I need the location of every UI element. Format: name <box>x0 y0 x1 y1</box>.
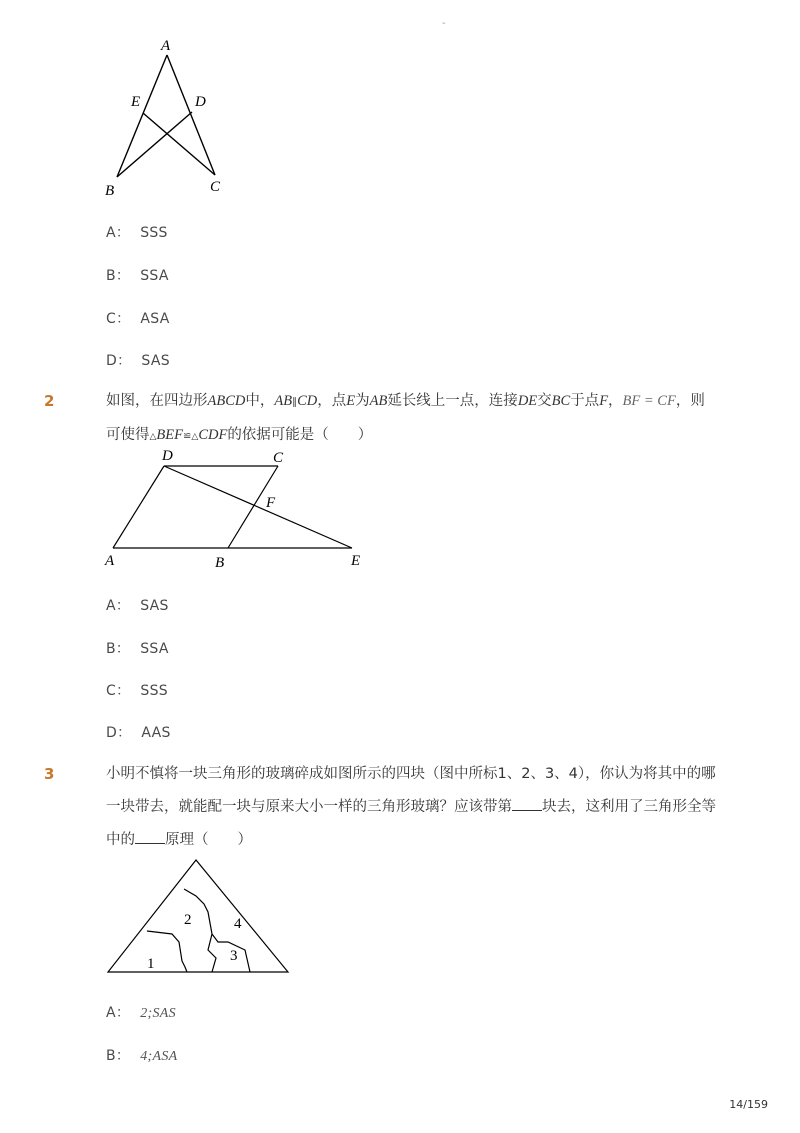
q3-option-b[interactable]: B： 4;ASA <box>106 1048 178 1064</box>
q3-text: 小明不慎将一块三角形的玻璃碎成如图所示的四块（图中所标1、2、3、4），你认为将其中的哪 一块带去，就能配一块与原来大小一样的三角形玻璃？应该带第 块去，这利用了三角形全等 中的 原理（ ） <box>106 766 716 848</box>
q2-label-c: C <box>273 450 284 466</box>
q1-option-d[interactable]: D： SAS <box>106 353 170 369</box>
q2-label-e: E <box>351 553 361 569</box>
q1-label-d: D <box>195 94 206 110</box>
q1-option-b[interactable]: B： SSA <box>106 268 169 284</box>
q1-figure <box>100 34 240 204</box>
q3-figure <box>100 852 300 982</box>
q2-option-c[interactable]: C： SSS <box>106 683 168 699</box>
q3-blank-1 <box>512 796 542 811</box>
q3-number: 3 <box>44 765 55 783</box>
q2-label-f: F <box>266 495 276 511</box>
q2-option-d[interactable]: D： AAS <box>106 725 171 741</box>
q1-label-a: A <box>161 38 171 54</box>
q1-label-c: C <box>210 179 221 195</box>
q1-label-b: B <box>105 183 115 199</box>
q2-option-b[interactable]: B： SSA <box>106 641 169 657</box>
q2-option-a[interactable]: A： SAS <box>106 598 169 614</box>
q3-piece-1: 1 <box>147 956 155 972</box>
q1-label-e: E <box>131 94 141 110</box>
q3-piece-4: 4 <box>234 916 242 932</box>
q2-label-d: D <box>162 448 173 464</box>
q3-piece-3: 3 <box>230 948 238 964</box>
top-mark: - <box>442 18 446 29</box>
q1-option-c[interactable]: C： ASA <box>106 311 170 327</box>
q3-blank-2 <box>135 829 165 844</box>
q2-number: 2 <box>44 392 55 410</box>
q3-option-a[interactable]: A： 2;SAS <box>106 1005 176 1021</box>
page-number: 14/159 <box>729 1098 768 1111</box>
q2-text: 如图，在四边形ABCD中，AB∥CD，点E为AB延长线上一点，连接DE交BC于点F，BF = CF，则 可使得△BEF≌△CDF的依据可能是（ ） <box>106 393 705 443</box>
q2-label-a: A <box>105 553 115 569</box>
q1-option-a[interactable]: A： SSS <box>106 225 168 241</box>
q3-piece-2: 2 <box>184 912 192 928</box>
q2-label-b: B <box>215 555 225 571</box>
q2-figure <box>100 444 380 576</box>
